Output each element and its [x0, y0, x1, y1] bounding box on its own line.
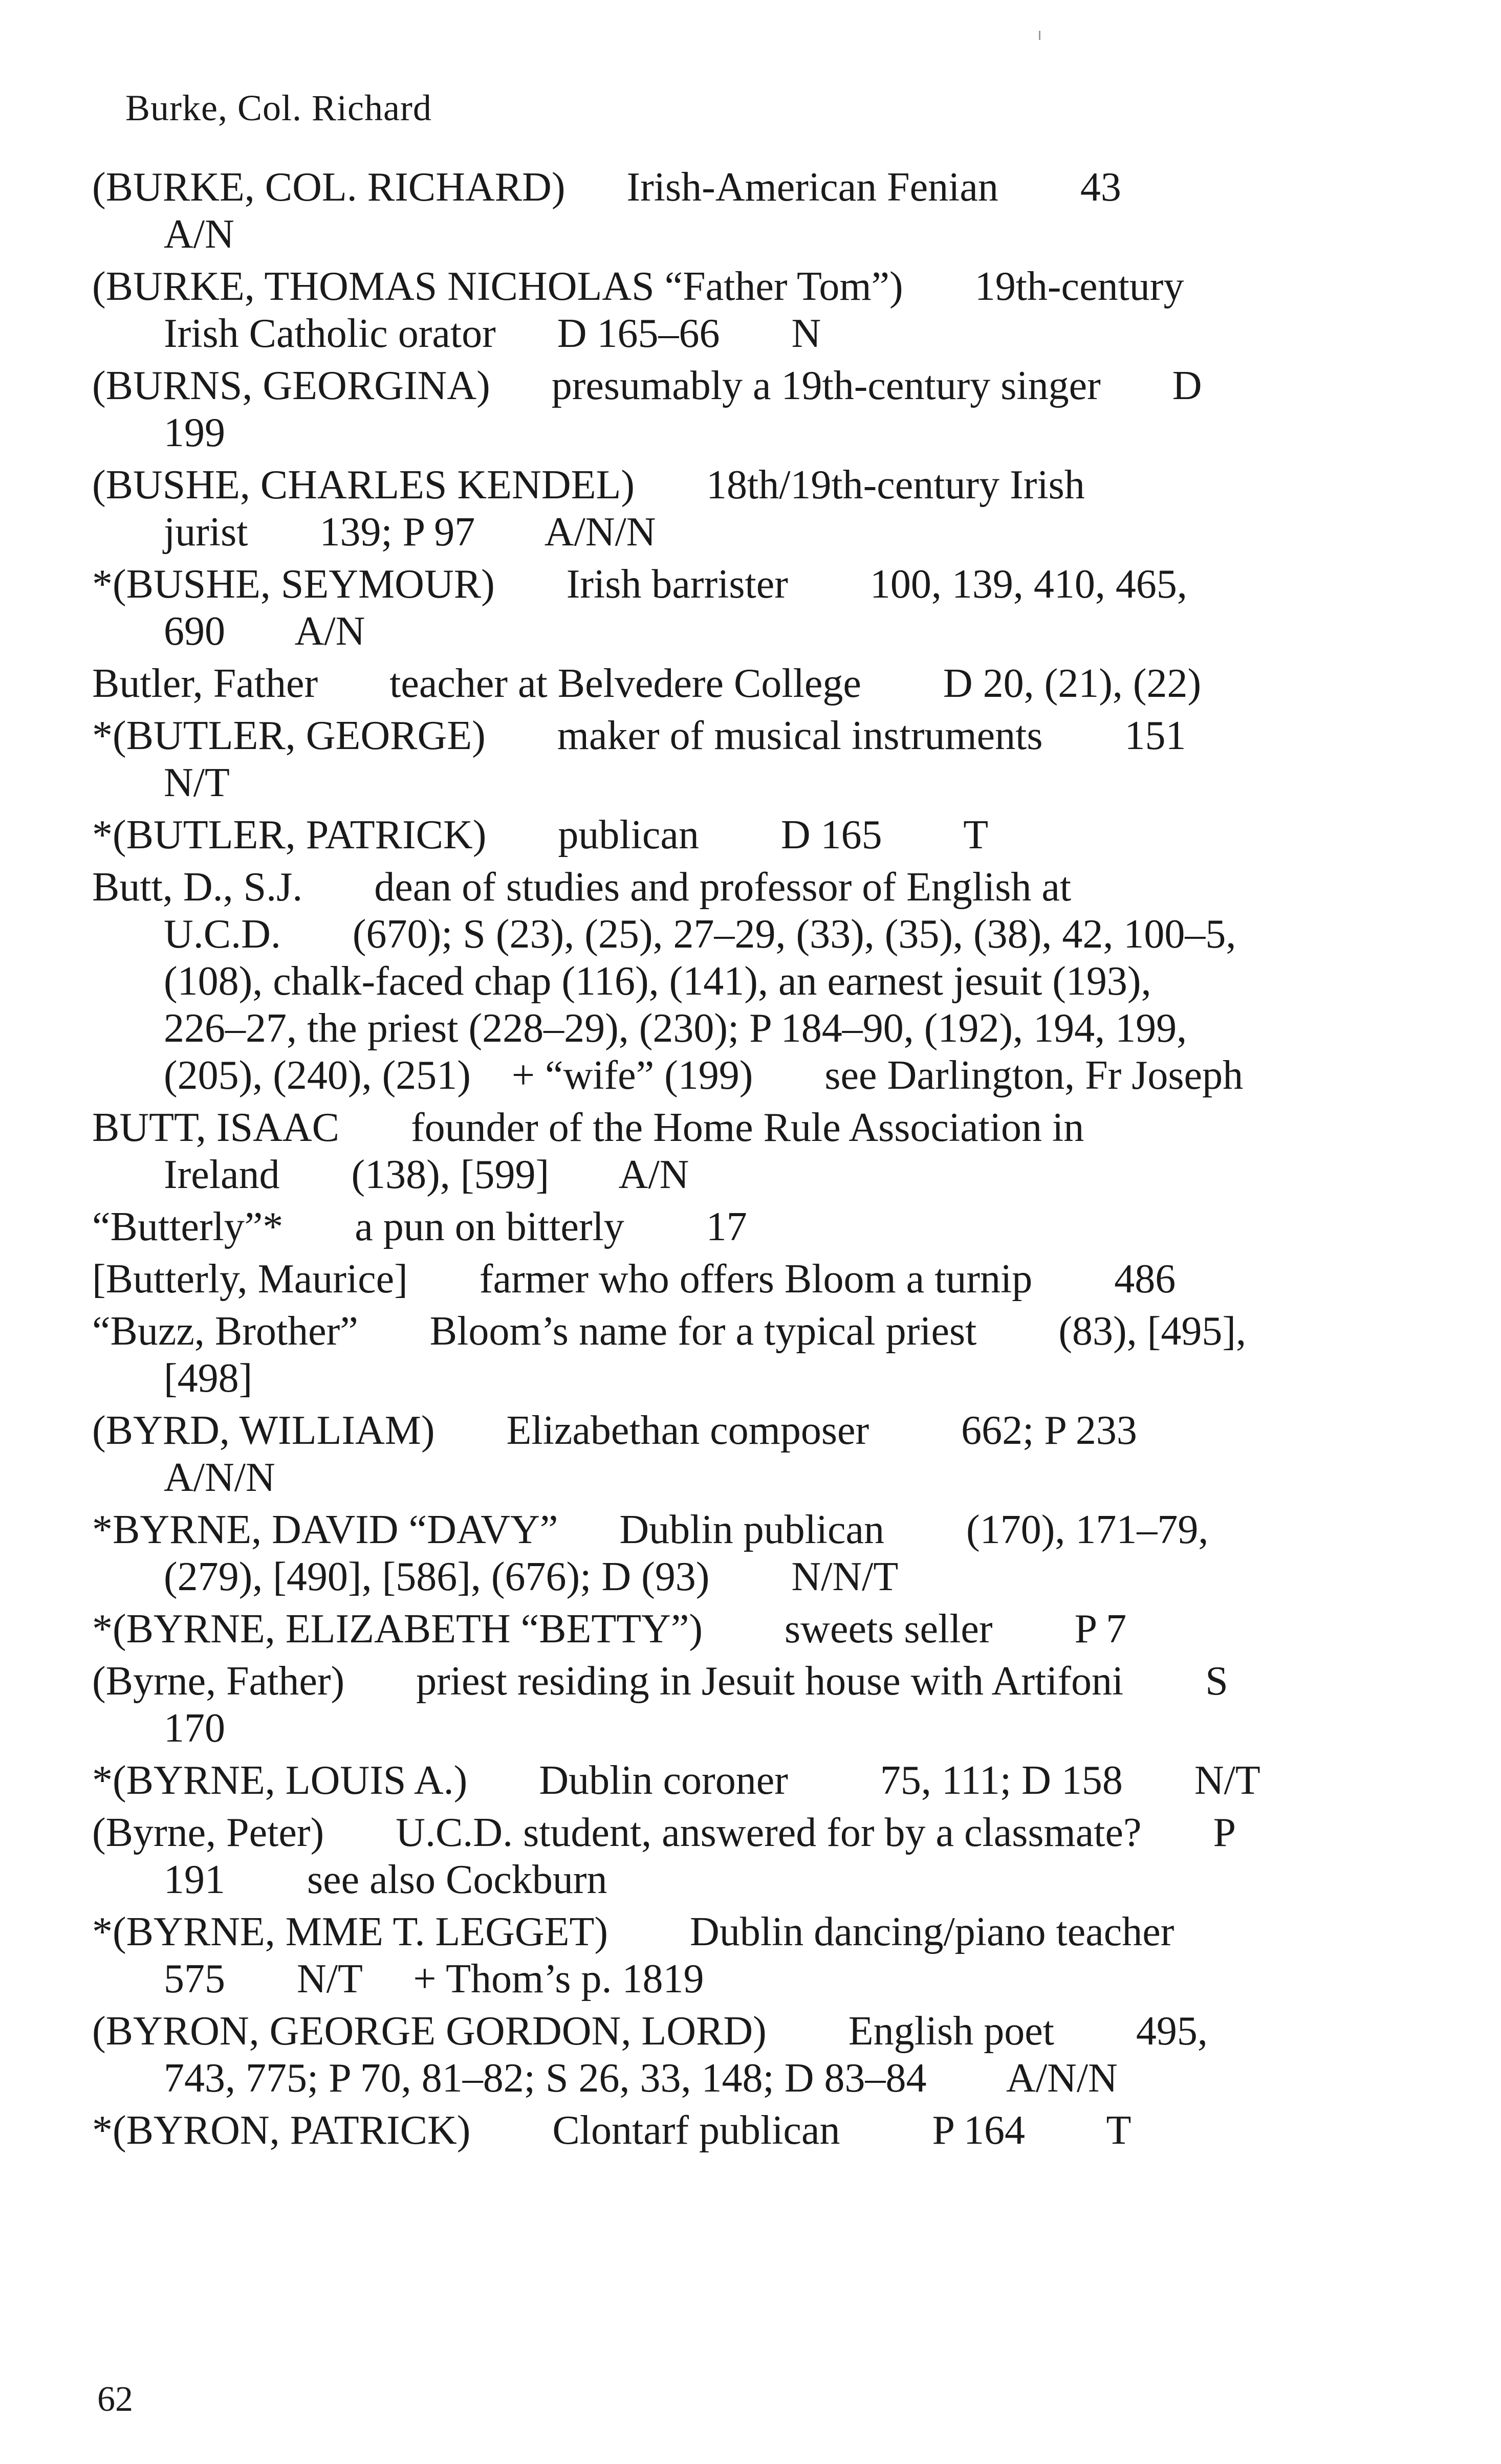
entry-continuation-line: A/N/N	[164, 1455, 275, 1500]
entry-heading-line: (Byrne, Peter) U.C.D. student, answered for by a classmate? P	[92, 1810, 1236, 1855]
entry-heading-line: (BUSHE, CHARLES KENDEL) 18th/19th-century Irish	[92, 463, 1085, 508]
index-entry	[92, 811, 1423, 859]
entry-continuation-line: U.C.D. (670); S (23), (25), 27–29, (33), (35), (38), 42, 100–5,	[164, 912, 1236, 957]
entry-continuation-line: (279), [490], [586], (676); D (93) N/N/T	[164, 1554, 899, 1599]
index-entry	[92, 1203, 1423, 1250]
entry-heading-line: (BURKE, THOMAS NICHOLAS “Father Tom”) 19th-century	[92, 264, 1184, 309]
entry-continuation-line: 743, 775; P 70, 81–82; S 26, 33, 148; D 83–84 A/N/N	[164, 2056, 1118, 2101]
entry-heading-line: (BYRD, WILLIAM) Elizabethan composer 662; P 233	[92, 1408, 1137, 1453]
index-entry	[92, 1658, 1423, 1752]
entry-heading-line: *(BUTLER, GEORGE) maker of musical instruments 151	[92, 713, 1186, 758]
entry-heading-line: *(BUTLER, PATRICK) publican D 165 T	[92, 812, 989, 857]
entry-continuation-line: N/T	[164, 760, 230, 805]
entry-heading-line: (BYRON, GEORGE GORDON, LORD) English poet 495,	[92, 2009, 1208, 2054]
entry-continuation-line: 191 see also Cockburn	[164, 1857, 607, 1902]
entry-heading-line: *(BYRNE, ELIZABETH “BETTY”) sweets seller P 7	[92, 1607, 1127, 1652]
index-entry	[92, 1407, 1423, 1501]
running-head: Burke, Col. Richard	[125, 87, 432, 128]
index-entry	[92, 1809, 1423, 1903]
index-entry	[92, 1256, 1423, 1303]
index-entry	[92, 1757, 1423, 1804]
entry-continuation-line: 170	[164, 1706, 225, 1751]
entry-heading-line: BUTT, ISAAC founder of the Home Rule Association in	[92, 1105, 1084, 1150]
entry-continuation-line: [498]	[164, 1356, 253, 1401]
index-entry	[92, 1308, 1423, 1402]
entry-heading-line: “Buzz, Brother” Bloom’s name for a typical priest (83), [495],	[92, 1309, 1246, 1354]
entry-heading-line: [Butterly, Maurice] farmer who offers Bloom a turnip 486	[92, 1257, 1176, 1302]
entry-heading-line: (Byrne, Father) priest residing in Jesuit house with Artifoni S	[92, 1659, 1228, 1704]
index-entry	[92, 712, 1423, 806]
entry-heading-line: Butler, Father teacher at Belvedere College D 20, (21), (22)	[92, 661, 1202, 706]
entry-heading-line: *(BYRNE, LOUIS A.) Dublin coroner 75, 111; D 158 N/T	[92, 1758, 1260, 1803]
index-entry	[92, 1605, 1423, 1653]
entry-continuation-line: (108), chalk-faced chap (116), (141), an earnest jesuit (193),	[164, 959, 1151, 1004]
index-entry	[92, 362, 1423, 456]
entry-heading-line: *BYRNE, DAVID “DAVY” Dublin publican (170), 171–79,	[92, 1507, 1209, 1552]
index-entry	[92, 1908, 1423, 2003]
index-entry	[92, 864, 1423, 1099]
entry-heading-line: *(BYRNE, MME T. LEGGET) Dublin dancing/piano teacher	[92, 1909, 1174, 1954]
index-entry	[92, 1104, 1423, 1198]
entry-heading-line: (BURNS, GEORGINA) presumably a 19th-century singer D	[92, 363, 1202, 408]
index-entry	[92, 2107, 1423, 2154]
entry-continuation-line: Ireland (138), [599] A/N	[164, 1152, 689, 1197]
entry-heading-line: “Butterly”* a pun on bitterly 17	[92, 1204, 747, 1249]
entry-continuation-line: A/N	[164, 212, 234, 257]
entry-heading-line: (BURKE, COL. RICHARD) Irish-American Fenian 43	[92, 165, 1121, 210]
entry-continuation-line: 226–27, the priest (228–29), (230); P 184–90, (192), 194, 199,	[164, 1006, 1187, 1051]
entry-continuation-line: Irish Catholic orator D 165–66 N	[164, 311, 821, 356]
scan-mark	[1039, 31, 1040, 40]
index-entry	[92, 1506, 1423, 1600]
index-entry	[92, 2008, 1423, 2102]
index-entries	[92, 164, 1423, 2159]
entry-heading-line: *(BUSHE, SEYMOUR) Irish barrister 100, 139, 410, 465,	[92, 562, 1187, 607]
index-entry	[92, 461, 1423, 556]
entry-continuation-line: 690 A/N	[164, 609, 365, 654]
index-entry	[92, 660, 1423, 707]
entry-continuation-line: 199	[164, 410, 225, 455]
entry-continuation-line: 575 N/T + Thom’s p. 1819	[164, 1956, 704, 2001]
entry-heading-line: *(BYRON, PATRICK) Clontarf publican P 164 T	[92, 2108, 1132, 2153]
index-entry	[92, 164, 1423, 258]
entry-continuation-line: (205), (240), (251) + “wife” (199) see Darlington, Fr Joseph	[164, 1053, 1244, 1098]
page-number: 62	[97, 2380, 133, 2419]
index-entry	[92, 263, 1423, 357]
entry-heading-line: Butt, D., S.J. dean of studies and professor of English at	[92, 865, 1072, 910]
index-entry	[92, 561, 1423, 655]
entry-continuation-line: jurist 139; P 97 A/N/N	[164, 510, 656, 555]
